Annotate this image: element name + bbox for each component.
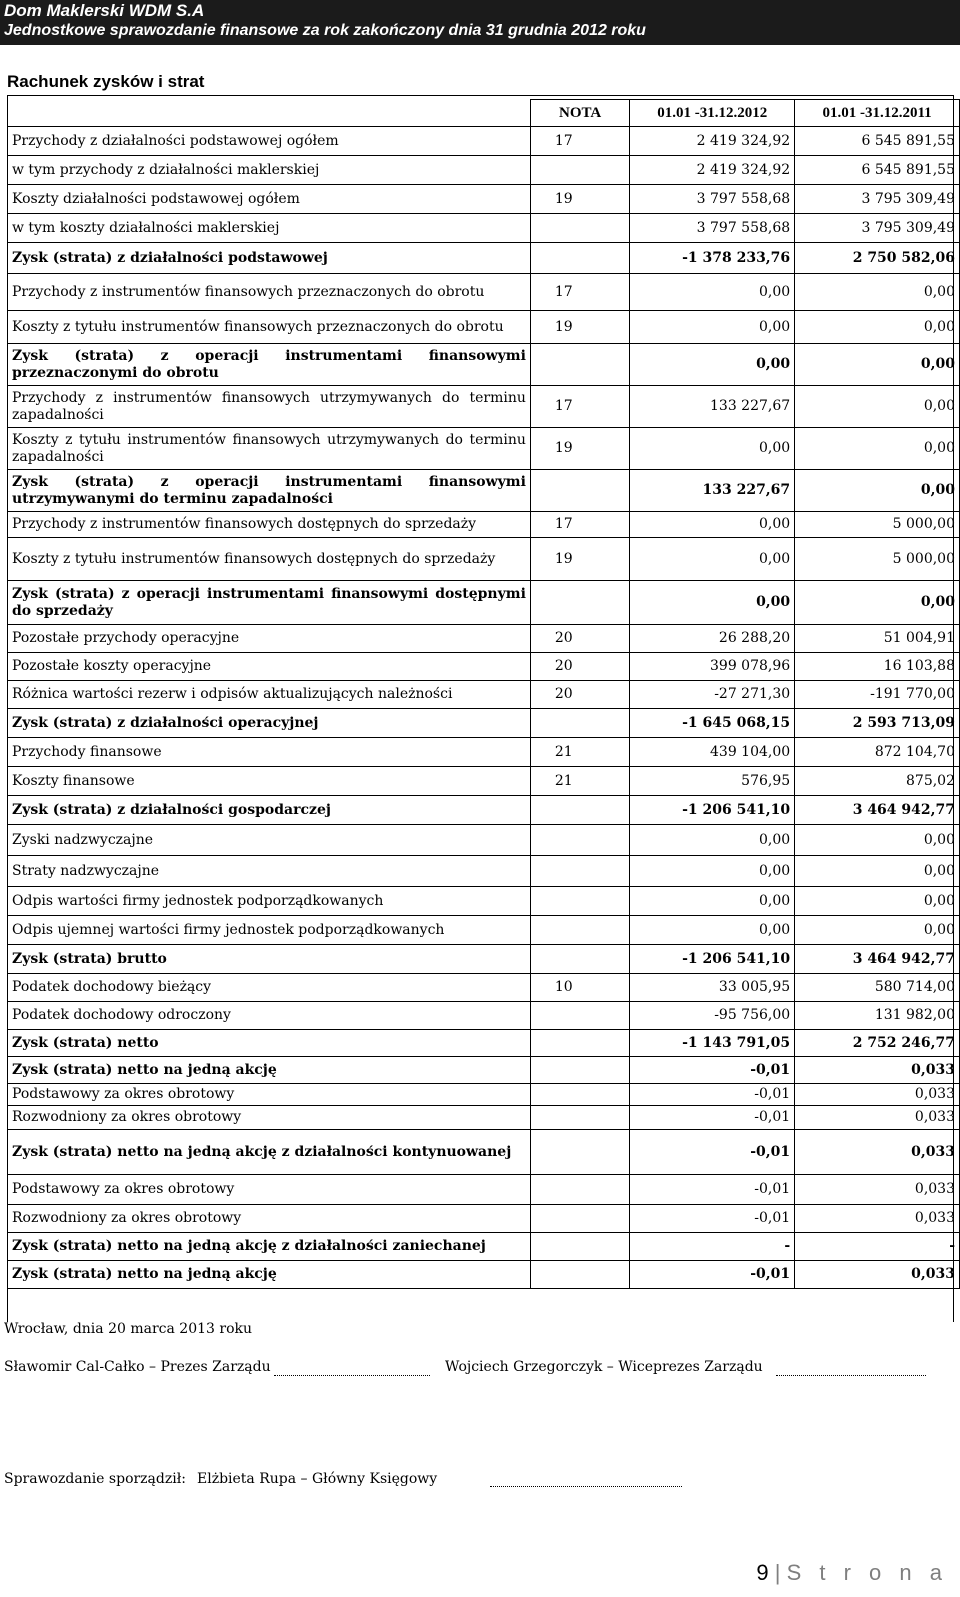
signature-line-vice-president bbox=[776, 1374, 926, 1376]
row-label: Rozwodniony za okres obrotowy bbox=[8, 1106, 531, 1130]
row-nota bbox=[530, 581, 629, 625]
row-label: Rozwodniony za okres obrotowy bbox=[8, 1205, 531, 1233]
table-row bbox=[8, 1130, 960, 1175]
header-period-2012: 01.01 -31.12.2012 bbox=[630, 100, 795, 127]
row-value-2012: 33 005,95 bbox=[630, 974, 795, 1002]
signer-vice-president: Wojciech Grzegorczyk – Wiceprezes Zarządu bbox=[445, 1359, 763, 1375]
signature-line-president bbox=[274, 1374, 430, 1376]
row-value-2011: 16 103,88 bbox=[795, 653, 960, 681]
row-label: Zysk (strata) z działalności podstawowej bbox=[8, 243, 531, 274]
row-value-2011: 0,00 bbox=[795, 311, 960, 344]
row-value-2011: 0,033 bbox=[795, 1106, 960, 1130]
row-label: Koszty z tytułu instrumentów finansowych utrzymywanych do terminu zapadalności bbox=[8, 428, 531, 470]
row-nota bbox=[530, 1205, 629, 1233]
table-row bbox=[8, 916, 960, 945]
row-value-2012: -0,01 bbox=[630, 1106, 795, 1130]
row-value-2011: 0,00 bbox=[795, 581, 960, 625]
row-value-2012: 2 419 324,92 bbox=[630, 127, 795, 156]
row-value-2011: 51 004,91 bbox=[795, 625, 960, 653]
page-number: 9 bbox=[756, 1560, 769, 1585]
row-label: Odpis ujemnej wartości firmy jednostek podporządkowanych bbox=[8, 916, 531, 945]
row-value-2011: 0,033 bbox=[795, 1084, 960, 1106]
section-title: Rachunek zysków i strat bbox=[7, 72, 205, 91]
table-row bbox=[8, 1261, 960, 1289]
row-label: Podstawowy za okres obrotowy bbox=[8, 1175, 531, 1205]
row-nota bbox=[530, 1002, 629, 1030]
row-label: Straty nadzwyczajne bbox=[8, 856, 531, 887]
prepared-by-name: Elżbieta Rupa – Główny Księgowy bbox=[197, 1471, 438, 1487]
row-value-2012: -1 206 541,10 bbox=[630, 945, 795, 974]
row-value-2012: 0,00 bbox=[630, 581, 795, 625]
table-row bbox=[8, 1002, 960, 1030]
row-value-2012: 399 078,96 bbox=[630, 653, 795, 681]
row-value-2012: -1 645 068,15 bbox=[630, 709, 795, 738]
row-nota: 19 bbox=[530, 428, 629, 470]
table-row bbox=[8, 127, 960, 156]
table-row bbox=[8, 709, 960, 738]
row-nota bbox=[530, 916, 629, 945]
row-value-2011: 0,033 bbox=[795, 1130, 960, 1175]
row-nota bbox=[530, 243, 629, 274]
row-label: Zysk (strata) netto na jedną akcję bbox=[8, 1057, 531, 1084]
row-nota bbox=[530, 470, 629, 512]
page-header bbox=[0, 0, 960, 45]
row-label: Pozostałe przychody operacyjne bbox=[8, 625, 531, 653]
row-value-2012: 439 104,00 bbox=[630, 738, 795, 767]
row-value-2012: -0,01 bbox=[630, 1084, 795, 1106]
row-value-2011: 3 795 309,49 bbox=[795, 185, 960, 214]
table-row bbox=[8, 1030, 960, 1057]
row-value-2011: 5 000,00 bbox=[795, 512, 960, 538]
row-value-2011: 0,00 bbox=[795, 428, 960, 470]
row-value-2011: 0,00 bbox=[795, 386, 960, 428]
row-value-2012: -0,01 bbox=[630, 1175, 795, 1205]
row-value-2012: 3 797 558,68 bbox=[630, 214, 795, 243]
row-value-2012: 576,95 bbox=[630, 767, 795, 796]
table-row bbox=[8, 1175, 960, 1205]
row-value-2012: 0,00 bbox=[630, 512, 795, 538]
row-label: Zysk (strata) z działalności gospodarczej bbox=[8, 796, 531, 825]
table-row bbox=[8, 386, 960, 428]
row-value-2011: 5 000,00 bbox=[795, 538, 960, 581]
page-separator: | bbox=[774, 1560, 787, 1585]
row-nota bbox=[530, 156, 629, 185]
table-row bbox=[8, 1233, 960, 1261]
row-label: Podstawowy za okres obrotowy bbox=[8, 1084, 531, 1106]
place-date: Wrocław, dnia 20 marca 2013 roku bbox=[4, 1321, 253, 1337]
table-row bbox=[8, 428, 960, 470]
row-label: Różnica wartości rezerw i odpisów aktualizujących należności bbox=[8, 681, 531, 709]
row-value-2012: -27 271,30 bbox=[630, 681, 795, 709]
row-value-2012: - bbox=[630, 1233, 795, 1261]
row-nota bbox=[530, 1130, 629, 1175]
row-value-2012: 0,00 bbox=[630, 916, 795, 945]
row-nota: 17 bbox=[530, 274, 629, 311]
table-row bbox=[8, 625, 960, 653]
row-label: Przychody z instrumentów finansowych dostępnych do sprzedaży bbox=[8, 512, 531, 538]
row-value-2012: 2 419 324,92 bbox=[630, 156, 795, 185]
header-blank bbox=[8, 100, 531, 127]
row-value-2012: 26 288,20 bbox=[630, 625, 795, 653]
row-nota bbox=[530, 709, 629, 738]
row-nota: 20 bbox=[530, 681, 629, 709]
row-nota: 21 bbox=[530, 738, 629, 767]
row-label: Zysk (strata) brutto bbox=[8, 945, 531, 974]
row-nota bbox=[530, 1106, 629, 1130]
row-nota bbox=[530, 214, 629, 243]
row-label: Zysk (strata) netto bbox=[8, 1030, 531, 1057]
row-label: Zysk (strata) z operacji instrumentami finansowymi przeznaczonymi do obrotu bbox=[8, 344, 531, 386]
row-nota bbox=[530, 825, 629, 856]
row-value-2011: 131 982,00 bbox=[795, 1002, 960, 1030]
table-row bbox=[8, 1205, 960, 1233]
row-nota bbox=[530, 1233, 629, 1261]
row-nota bbox=[530, 856, 629, 887]
company-name: Dom Maklerski WDM S.A bbox=[4, 1, 205, 20]
income-statement-table bbox=[7, 99, 960, 1289]
row-value-2012: 3 797 558,68 bbox=[630, 185, 795, 214]
row-value-2011: 0,00 bbox=[795, 916, 960, 945]
row-value-2011: 0,033 bbox=[795, 1175, 960, 1205]
table-header-row bbox=[8, 100, 960, 127]
table-row bbox=[8, 681, 960, 709]
table-row bbox=[8, 1084, 960, 1106]
header-period-2011: 01.01 -31.12.2011 bbox=[795, 100, 960, 127]
row-value-2012: 0,00 bbox=[630, 344, 795, 386]
row-value-2011: 0,00 bbox=[795, 825, 960, 856]
row-value-2011: 2 750 582,06 bbox=[795, 243, 960, 274]
row-value-2012: -0,01 bbox=[630, 1057, 795, 1084]
row-value-2011: 2 593 713,09 bbox=[795, 709, 960, 738]
table-row bbox=[8, 512, 960, 538]
row-value-2012: -1 206 541,10 bbox=[630, 796, 795, 825]
table-row bbox=[8, 274, 960, 311]
row-label: Koszty z tytułu instrumentów finansowych dostępnych do sprzedaży bbox=[8, 538, 531, 581]
row-label: w tym przychody z działalności maklerskiej bbox=[8, 156, 531, 185]
row-nota bbox=[530, 887, 629, 916]
row-nota bbox=[530, 945, 629, 974]
row-value-2011: 0,033 bbox=[795, 1057, 960, 1084]
row-value-2011: 6 545 891,55 bbox=[795, 127, 960, 156]
table-row bbox=[8, 825, 960, 856]
row-nota bbox=[530, 796, 629, 825]
row-label: Podatek dochodowy odroczony bbox=[8, 1002, 531, 1030]
report-title: Jednostkowe sprawozdanie finansowe za rok zakończony dnia 31 grudnia 2012 roku bbox=[4, 22, 646, 39]
row-nota: 17 bbox=[530, 512, 629, 538]
row-value-2012: 133 227,67 bbox=[630, 470, 795, 512]
table-row bbox=[8, 974, 960, 1002]
row-label: Zysk (strata) netto na jedną akcję z działalności kontynuowanej bbox=[8, 1130, 531, 1175]
row-value-2011: 0,00 bbox=[795, 344, 960, 386]
row-value-2011: 0,033 bbox=[795, 1205, 960, 1233]
table-row bbox=[8, 581, 960, 625]
row-value-2012: -1 378 233,76 bbox=[630, 243, 795, 274]
table-row bbox=[8, 311, 960, 344]
row-value-2011: 872 104,70 bbox=[795, 738, 960, 767]
prepared-by-label: Sprawozdanie sporządził: bbox=[4, 1471, 186, 1487]
row-value-2012: -0,01 bbox=[630, 1261, 795, 1289]
row-label: Koszty z tytułu instrumentów finansowych przeznaczonych do obrotu bbox=[8, 311, 531, 344]
row-label: Przychody z instrumentów finansowych utrzymywanych do terminu zapadalności bbox=[8, 386, 531, 428]
row-value-2011: 2 752 246,77 bbox=[795, 1030, 960, 1057]
row-value-2012: -0,01 bbox=[630, 1130, 795, 1175]
row-value-2011: 3 464 942,77 bbox=[795, 945, 960, 974]
table-row bbox=[8, 767, 960, 796]
row-label: Zysk (strata) z operacji instrumentami finansowymi utrzymywanymi do terminu zapadalności bbox=[8, 470, 531, 512]
row-nota: 20 bbox=[530, 625, 629, 653]
row-value-2012: 0,00 bbox=[630, 825, 795, 856]
row-label: Zyski nadzwyczajne bbox=[8, 825, 531, 856]
table-row bbox=[8, 945, 960, 974]
row-value-2011: - bbox=[795, 1233, 960, 1261]
table-row bbox=[8, 243, 960, 274]
row-nota: 21 bbox=[530, 767, 629, 796]
table-row bbox=[8, 156, 960, 185]
row-label: Zysk (strata) z działalności operacyjnej bbox=[8, 709, 531, 738]
row-value-2012: -0,01 bbox=[630, 1205, 795, 1233]
table-row bbox=[8, 538, 960, 581]
row-value-2012: 0,00 bbox=[630, 538, 795, 581]
table-row bbox=[8, 470, 960, 512]
table-row bbox=[8, 856, 960, 887]
row-value-2011: 0,00 bbox=[795, 470, 960, 512]
row-label: Przychody finansowe bbox=[8, 738, 531, 767]
row-value-2012: 0,00 bbox=[630, 311, 795, 344]
row-label: Odpis wartości firmy jednostek podporządkowanych bbox=[8, 887, 531, 916]
row-value-2011: 0,00 bbox=[795, 856, 960, 887]
row-value-2012: 0,00 bbox=[630, 887, 795, 916]
row-nota: 19 bbox=[530, 185, 629, 214]
row-nota bbox=[530, 1030, 629, 1057]
table-row bbox=[8, 653, 960, 681]
row-label: Koszty działalności podstawowej ogółem bbox=[8, 185, 531, 214]
row-nota bbox=[530, 344, 629, 386]
row-nota: 17 bbox=[530, 127, 629, 156]
row-nota bbox=[530, 1084, 629, 1106]
row-label: Podatek dochodowy bieżący bbox=[8, 974, 531, 1002]
row-nota: 20 bbox=[530, 653, 629, 681]
row-value-2011: 3 464 942,77 bbox=[795, 796, 960, 825]
row-label: Zysk (strata) z operacji instrumentami finansowymi dostępnymi do sprzedaży bbox=[8, 581, 531, 625]
row-value-2011: -191 770,00 bbox=[795, 681, 960, 709]
row-nota bbox=[530, 1057, 629, 1084]
signer-president: Sławomir Cal-Całko – Prezes Zarządu bbox=[4, 1359, 271, 1375]
row-value-2012: -95 756,00 bbox=[630, 1002, 795, 1030]
row-value-2011: 6 545 891,55 bbox=[795, 156, 960, 185]
row-value-2012: -1 143 791,05 bbox=[630, 1030, 795, 1057]
header-nota: NOTA bbox=[530, 100, 629, 127]
row-label: Pozostałe koszty operacyjne bbox=[8, 653, 531, 681]
row-nota: 19 bbox=[530, 538, 629, 581]
table-row bbox=[8, 796, 960, 825]
row-nota: 17 bbox=[530, 386, 629, 428]
row-value-2011: 580 714,00 bbox=[795, 974, 960, 1002]
table-row bbox=[8, 1106, 960, 1130]
row-value-2012: 0,00 bbox=[630, 274, 795, 311]
table-row bbox=[8, 185, 960, 214]
row-value-2011: 875,02 bbox=[795, 767, 960, 796]
row-label: Zysk (strata) netto na jedną akcję bbox=[8, 1261, 531, 1289]
page-number-block bbox=[756, 1560, 948, 1586]
signature-line-accountant bbox=[490, 1485, 682, 1487]
table-row bbox=[8, 738, 960, 767]
row-value-2011: 0,00 bbox=[795, 274, 960, 311]
row-nota bbox=[530, 1261, 629, 1289]
row-nota bbox=[530, 1175, 629, 1205]
row-label: Przychody z działalności podstawowej ogółem bbox=[8, 127, 531, 156]
row-value-2012: 133 227,67 bbox=[630, 386, 795, 428]
page-label: S t r o n a bbox=[786, 1560, 948, 1585]
row-label: Zysk (strata) netto na jedną akcję z działalności zaniechanej bbox=[8, 1233, 531, 1261]
row-label: Przychody z instrumentów finansowych przeznaczonych do obrotu bbox=[8, 274, 531, 311]
row-nota: 10 bbox=[530, 974, 629, 1002]
table-row bbox=[8, 344, 960, 386]
row-value-2011: 3 795 309,49 bbox=[795, 214, 960, 243]
table-row bbox=[8, 214, 960, 243]
row-value-2012: 0,00 bbox=[630, 856, 795, 887]
row-label: Koszty finansowe bbox=[8, 767, 531, 796]
table-row bbox=[8, 1057, 960, 1084]
row-label: w tym koszty działalności maklerskiej bbox=[8, 214, 531, 243]
row-value-2011: 0,00 bbox=[795, 887, 960, 916]
row-value-2012: 0,00 bbox=[630, 428, 795, 470]
table-row bbox=[8, 887, 960, 916]
row-value-2011: 0,033 bbox=[795, 1261, 960, 1289]
row-nota: 19 bbox=[530, 311, 629, 344]
